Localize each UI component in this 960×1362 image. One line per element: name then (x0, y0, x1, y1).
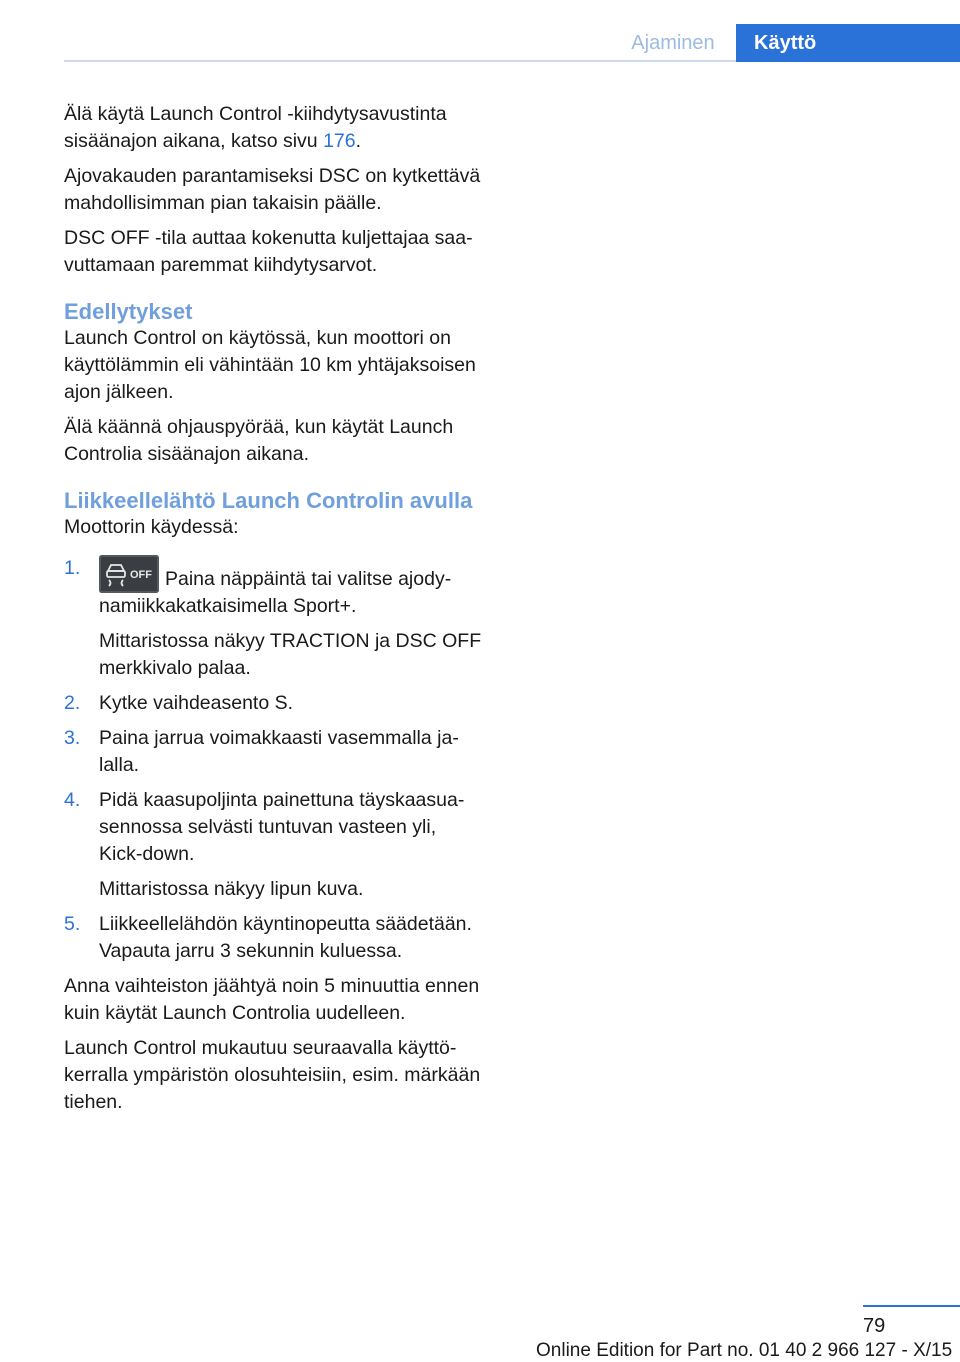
paragraph-7: Anna vaihteiston jäähtyä noin 5 minuuttia ennen kuin käytät Launch Controlia uudelleen. (64, 975, 480, 1024)
step-note: Mittaristossa näkyy lipun kuva. (99, 878, 364, 900)
tab-kaytto[interactable] (736, 24, 960, 62)
step-1-text: Paina näppäintä tai valitse ajodynamiikkakatkaisimella Sport+. (99, 568, 452, 617)
page-number: 79 (863, 1315, 886, 1337)
dsc-off-button-icon (99, 555, 159, 593)
tab-kaytto-label: Käyttö (754, 32, 817, 54)
heading-launch-start: Liikkeellelähtö Launch Controlin avulla (64, 488, 473, 513)
paragraph-2: Ajovakauden parantamiseksi DSC on kytkettävä mahdollisimman pian takaisin päälle. (64, 165, 481, 214)
paragraph-3: DSC OFF -tila auttaa kokenutta kuljettajaa saavuttamaan paremmat kiihdytysarvot. (64, 227, 473, 276)
list-item (64, 725, 484, 779)
paragraph-5: Älä käännä ohjauspyörää, kun käytät Launch Controlia sisäänajon aikana. (64, 416, 454, 465)
heading-conditions: Edellytykset (64, 299, 193, 324)
step-number: 5. (64, 913, 81, 935)
step-number: 1. (64, 557, 81, 579)
step-number: 4. (64, 789, 81, 811)
paragraph-6: Moottorin käydessä: (64, 516, 239, 538)
footer-rule (863, 1305, 960, 1307)
step-text (99, 555, 484, 620)
page-link-176[interactable]: 176 (323, 130, 356, 152)
step-note: Mittaristossa näkyy TRACTION ja DSC OFF merkkivalo palaa. (99, 630, 482, 679)
list-item (64, 690, 484, 717)
list-item (64, 555, 484, 682)
page-content (64, 101, 484, 1124)
step-text: Liikkeellelähdön käyntinopeutta säädetään. Vapauta jarru 3 sekunnin kuluessa. (99, 913, 472, 962)
step-text: Pidä kaasupoljinta painettuna täyskaasuasennossa selvästi tuntuvan vasteen yli, Kick-down. (99, 789, 465, 865)
paragraph-1 (64, 101, 484, 155)
steps-list (64, 555, 484, 965)
tab-ajaminen[interactable]: Ajaminen (631, 32, 715, 54)
paragraph-4: Launch Control on käytössä, kun moottori on käyttölämmin eli vähintään 10 km yhtäjaksoisen ajon jälkeen. (64, 327, 476, 403)
list-item (64, 787, 484, 903)
paragraph-1-text: Älä käytä Launch Control -kiihdytysavustinta sisäänajon aikana, katso sivu (64, 103, 447, 152)
step-number: 3. (64, 727, 81, 749)
list-item (64, 911, 484, 965)
step-text: Paina jarrua voimakkaasti vasemmalla jalalla. (99, 727, 459, 776)
icon-off-label: OFF (130, 569, 152, 581)
step-text: Kytke vaihdeasento S. (99, 692, 294, 714)
step-number: 2. (64, 692, 81, 714)
paragraph-1-end: . (355, 130, 362, 152)
edition-line: Online Edition for Part no. 01 40 2 966 127 - X/15 (536, 1340, 953, 1361)
paragraph-8: Launch Control mukautuu seuraavalla käyttökerralla ympäristön olosuhteisiin, esim. märkään tiehen. (64, 1037, 481, 1113)
